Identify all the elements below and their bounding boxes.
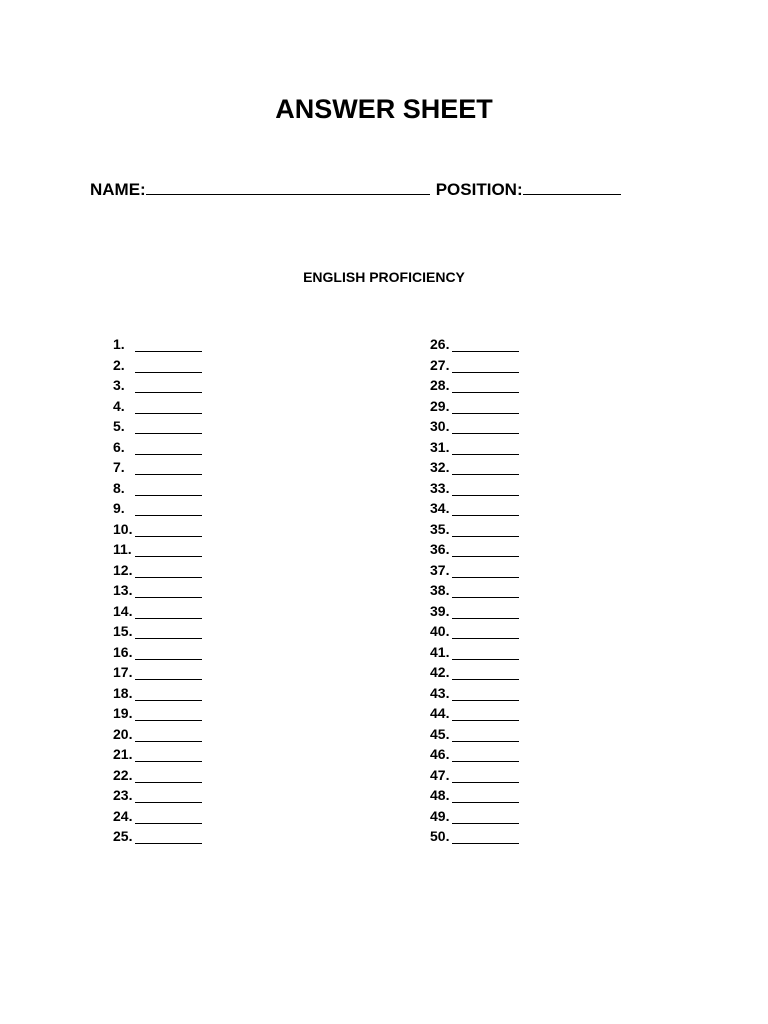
answer-blank[interactable]	[452, 760, 519, 762]
answer-number: 49.	[430, 807, 450, 824]
answer-item	[113, 642, 202, 663]
answer-number: 50.	[430, 828, 450, 844]
answer-item	[113, 437, 202, 458]
answer-blank[interactable]	[135, 473, 202, 475]
answer-blank[interactable]	[452, 391, 519, 393]
answer-blank[interactable]	[452, 678, 519, 680]
answer-blank[interactable]	[452, 617, 519, 619]
answer-number: 8.	[113, 479, 125, 496]
answer-number: 41.	[430, 643, 450, 660]
answer-blank[interactable]	[135, 760, 202, 762]
answer-item	[430, 765, 519, 786]
answer-number: 23.	[113, 787, 133, 803]
answer-blank[interactable]	[452, 350, 519, 352]
answer-blank[interactable]	[135, 637, 202, 639]
name-label: NAME:	[90, 180, 146, 199]
answer-item	[430, 355, 519, 376]
answer-item	[113, 621, 202, 642]
answer-number: 5.	[113, 418, 125, 434]
answer-number: 33.	[430, 479, 450, 496]
answer-blank[interactable]	[135, 494, 202, 496]
answer-item	[430, 519, 519, 540]
answer-item	[430, 601, 519, 622]
answer-blank[interactable]	[135, 699, 202, 701]
answer-number: 29.	[430, 397, 450, 414]
answer-blank[interactable]	[452, 494, 519, 496]
answer-item	[430, 416, 519, 437]
answer-number: 25.	[113, 828, 133, 844]
answer-item	[113, 744, 202, 765]
answer-blank[interactable]	[135, 514, 202, 516]
answer-blank[interactable]	[135, 576, 202, 578]
answer-item	[430, 375, 519, 396]
answer-blank[interactable]	[452, 514, 519, 516]
answer-item	[113, 375, 202, 396]
answer-number: 46.	[430, 746, 450, 762]
name-position-row	[90, 178, 621, 202]
answer-item	[430, 703, 519, 724]
answer-blank[interactable]	[452, 555, 519, 557]
answer-item	[113, 334, 202, 355]
answer-blank[interactable]	[135, 535, 202, 537]
answer-blank[interactable]	[135, 350, 202, 352]
position-field[interactable]	[523, 193, 621, 195]
answer-number: 42.	[430, 664, 450, 680]
answer-item	[113, 806, 202, 827]
answer-blank[interactable]	[452, 432, 519, 434]
answer-blank[interactable]	[135, 453, 202, 455]
answer-item	[430, 396, 519, 417]
answer-number: 30.	[430, 418, 450, 434]
answer-number: 10.	[113, 520, 133, 537]
answer-number: 15.	[113, 623, 133, 639]
answer-item	[113, 703, 202, 724]
answer-blank[interactable]	[452, 699, 519, 701]
section-title: ENGLISH PROFICIENCY	[303, 269, 465, 285]
answer-blank[interactable]	[135, 432, 202, 434]
answer-number: 40.	[430, 623, 450, 639]
answer-item	[113, 416, 202, 437]
answer-number: 18.	[113, 684, 133, 701]
answer-number: 9.	[113, 500, 125, 516]
answer-item	[430, 560, 519, 581]
answer-item	[113, 601, 202, 622]
answer-number: 12.	[113, 561, 133, 578]
answer-number: 32.	[430, 459, 450, 475]
position-label: POSITION:	[435, 180, 523, 199]
answer-blank[interactable]	[452, 371, 519, 373]
answer-item	[430, 478, 519, 499]
answer-item	[430, 744, 519, 765]
answer-column-left	[113, 334, 202, 847]
answer-item	[113, 539, 202, 560]
answer-blank[interactable]	[452, 473, 519, 475]
answer-number: 6.	[113, 438, 125, 455]
answer-number: 36.	[430, 541, 450, 557]
answer-item	[113, 765, 202, 786]
answer-number: 34.	[430, 500, 450, 516]
answer-item	[430, 498, 519, 519]
answer-blank[interactable]	[452, 596, 519, 598]
answer-item	[113, 355, 202, 376]
answer-column-right	[430, 334, 519, 847]
answer-number: 38.	[430, 582, 450, 598]
answer-item	[430, 334, 519, 355]
answer-blank[interactable]	[135, 678, 202, 680]
answer-number: 37.	[430, 561, 450, 578]
answer-item	[113, 785, 202, 806]
answer-blank[interactable]	[452, 822, 519, 824]
answer-item	[113, 457, 202, 478]
answer-blank[interactable]	[135, 412, 202, 414]
answer-item	[430, 785, 519, 806]
answer-number: 17.	[113, 664, 133, 680]
answer-number: 20.	[113, 725, 133, 742]
answer-item	[430, 826, 519, 847]
answer-blank[interactable]	[452, 781, 519, 783]
answer-number: 2.	[113, 356, 125, 373]
answer-number: 24.	[113, 807, 133, 824]
answer-number: 3.	[113, 377, 125, 393]
answer-number: 4.	[113, 397, 125, 414]
answer-blank[interactable]	[452, 658, 519, 660]
answer-blank[interactable]	[452, 637, 519, 639]
answer-item	[113, 724, 202, 745]
answer-item	[430, 457, 519, 478]
answer-item	[113, 560, 202, 581]
answer-number: 44.	[430, 705, 450, 721]
answer-blank[interactable]	[135, 801, 202, 803]
answer-item	[113, 580, 202, 601]
answer-item	[113, 826, 202, 847]
answer-blank[interactable]	[135, 842, 202, 844]
answer-number: 16.	[113, 643, 133, 660]
page-title: ANSWER SHEET	[275, 94, 493, 124]
answer-number: 31.	[430, 438, 450, 455]
answer-item	[430, 437, 519, 458]
answer-number: 19.	[113, 705, 133, 721]
answer-blank[interactable]	[135, 719, 202, 721]
answer-number: 22.	[113, 766, 133, 783]
answer-blank[interactable]	[135, 555, 202, 557]
answer-blank[interactable]	[135, 596, 202, 598]
answer-item	[430, 683, 519, 704]
answer-blank[interactable]	[135, 822, 202, 824]
answer-item	[113, 662, 202, 683]
answer-item	[430, 806, 519, 827]
answer-item	[113, 498, 202, 519]
answer-item	[430, 621, 519, 642]
answer-item	[113, 519, 202, 540]
answer-blank[interactable]	[135, 740, 202, 742]
answer-number: 28.	[430, 377, 450, 393]
answer-item	[430, 580, 519, 601]
answer-number: 43.	[430, 684, 450, 701]
answer-blank[interactable]	[452, 740, 519, 742]
answer-number: 27.	[430, 356, 450, 373]
answer-blank[interactable]	[135, 371, 202, 373]
answer-blank[interactable]	[135, 617, 202, 619]
answer-item	[430, 724, 519, 745]
answer-blank[interactable]	[452, 842, 519, 844]
answer-number: 35.	[430, 520, 450, 537]
answer-number: 26.	[430, 336, 450, 352]
name-field[interactable]	[146, 193, 430, 195]
answer-item	[113, 478, 202, 499]
answer-blank[interactable]	[135, 658, 202, 660]
answer-item	[113, 396, 202, 417]
answer-number: 7.	[113, 459, 125, 475]
answer-blank[interactable]	[135, 781, 202, 783]
answer-number: 14.	[113, 602, 133, 619]
answer-number: 48.	[430, 787, 450, 803]
answer-item	[113, 683, 202, 704]
answer-blank[interactable]	[452, 719, 519, 721]
answer-number: 47.	[430, 766, 450, 783]
answer-number: 39.	[430, 602, 450, 619]
answer-blank[interactable]	[452, 801, 519, 803]
answer-number: 45.	[430, 725, 450, 742]
answer-blank[interactable]	[452, 576, 519, 578]
answer-item	[430, 662, 519, 683]
answer-item	[430, 642, 519, 663]
answer-item	[430, 539, 519, 560]
answer-number: 1.	[113, 336, 125, 352]
answer-number: 11.	[113, 541, 132, 557]
answer-blank[interactable]	[452, 535, 519, 537]
answer-blank[interactable]	[452, 412, 519, 414]
answer-blank[interactable]	[452, 453, 519, 455]
answer-number: 21.	[113, 746, 133, 762]
answer-number: 13.	[113, 582, 133, 598]
answer-blank[interactable]	[135, 391, 202, 393]
